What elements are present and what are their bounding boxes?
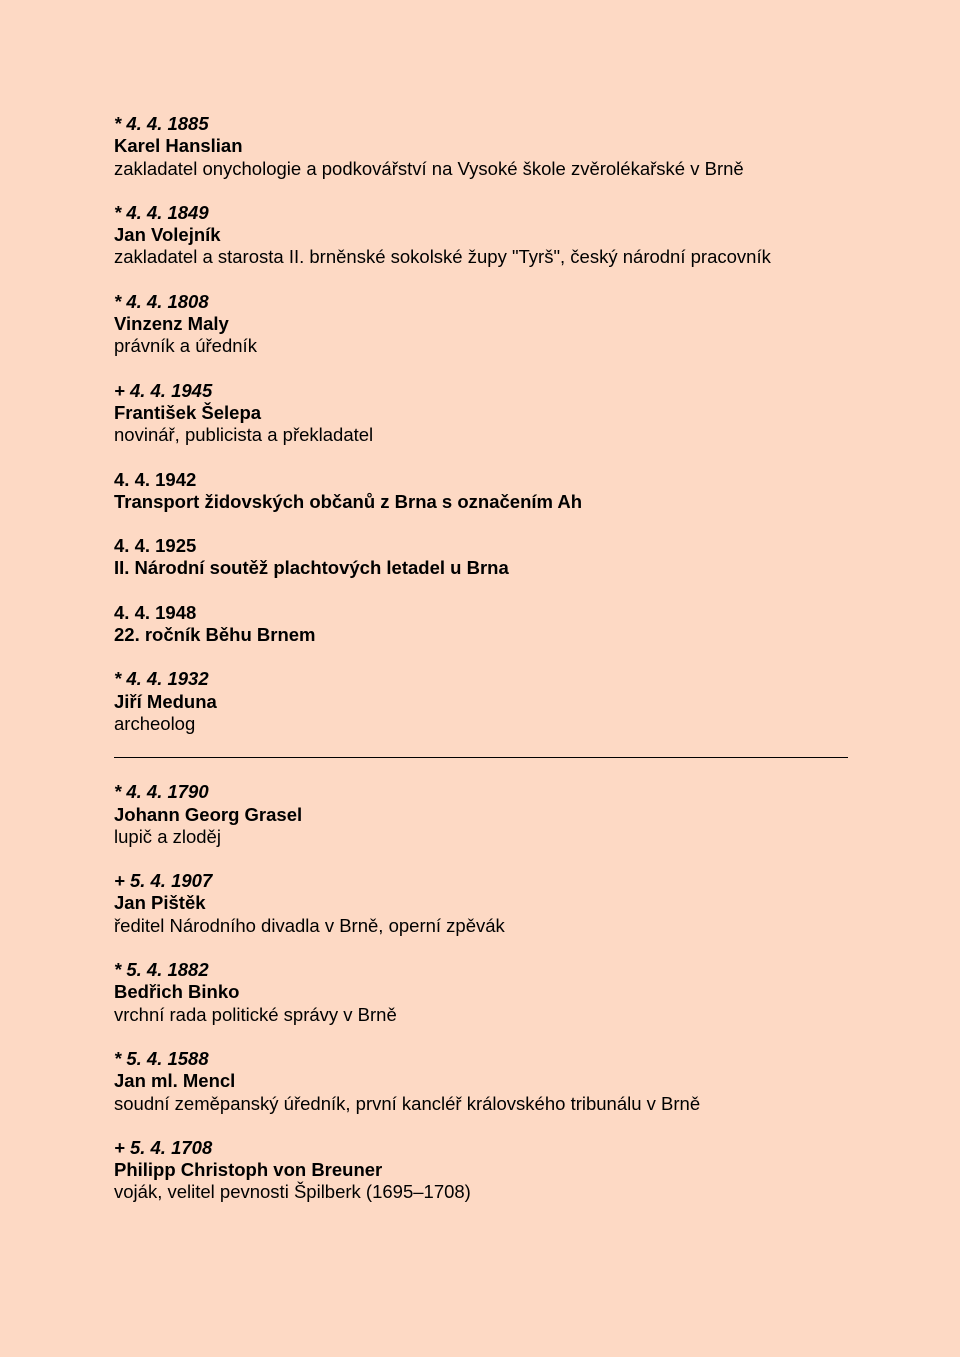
entry-description: zakladatel onychologie a podkovářství na Vysoké škole zvěrolékařské v Brně [114,157,744,179]
entry-name: Vinzenz Maly [114,313,229,335]
entries-bottom [114,781,854,1203]
entry-description: právník a úředník [114,335,257,357]
entry-date: + 4. 4. 1945 [114,379,213,401]
entry-description: novinář, publicista a překladatel [114,424,374,446]
entry-name: II. Národní soutěž plachtových letadel u Brna [114,557,509,579]
entry-name: Johann Georg Grasel [114,803,303,825]
entry [114,870,854,937]
entry-name: Jan Volejník [114,224,221,246]
entry-date: + 5. 4. 1907 [114,870,213,892]
entry-name: Jan Pištěk [114,892,206,914]
entry-description: vrchní rada politické správy v Brně [114,1003,397,1025]
entry-date: 4. 4. 1925 [114,535,197,557]
entry [114,469,854,514]
entry-date: * 5. 4. 1588 [114,1047,209,1069]
entries-top [114,113,854,735]
document-page [114,113,854,1226]
entry-date: 4. 4. 1942 [114,468,197,490]
entry [114,535,854,580]
entry [114,602,854,647]
section-divider [114,757,848,758]
entry-date: * 5. 4. 1882 [114,959,209,981]
entry [114,291,854,358]
entry-description: soudní zeměpanský úředník, první kancléř královského tribunálu v Brně [114,1092,701,1114]
entry-date: * 4. 4. 1932 [114,668,209,690]
entry-description: voják, velitel pevnosti Špilberk (1695–1708) [114,1181,471,1203]
entry-date: + 5. 4. 1708 [114,1136,213,1158]
entry-name: Philipp Christoph von Breuner [114,1159,383,1181]
entry [114,1048,854,1115]
entry-date: * 4. 4. 1849 [114,201,209,223]
entry-date: * 4. 4. 1790 [114,781,209,803]
entry-date: * 4. 4. 1808 [114,290,209,312]
entry-date: * 4. 4. 1885 [114,113,209,134]
entry-name: Karel Hanslian [114,135,243,157]
entry-name: Bedřich Binko [114,981,240,1003]
entry-description: zakladatel a starosta II. brněnské sokolské župy "Tyrš", český národní pracovník [114,246,771,268]
entry-name: 22. ročník Běhu Brnem [114,624,316,646]
entry-name: František Šelepa [114,401,262,423]
entry [114,668,854,735]
entry-name: Jiří Meduna [114,690,217,712]
entry-description: ředitel Národního divadla v Brně, operní zpěvák [114,914,505,936]
entry-description: archeolog [114,712,196,734]
entry [114,781,854,848]
entry [114,113,854,180]
entry-name: Jan ml. Mencl [114,1070,236,1092]
entry-name: Transport židovských občanů z Brna s označením Ah [114,490,583,512]
entry [114,202,854,269]
entry [114,380,854,447]
entry [114,959,854,1026]
entry-date: 4. 4. 1948 [114,601,197,623]
entry-description: lupič a zloděj [114,825,221,847]
entry [114,1137,854,1204]
